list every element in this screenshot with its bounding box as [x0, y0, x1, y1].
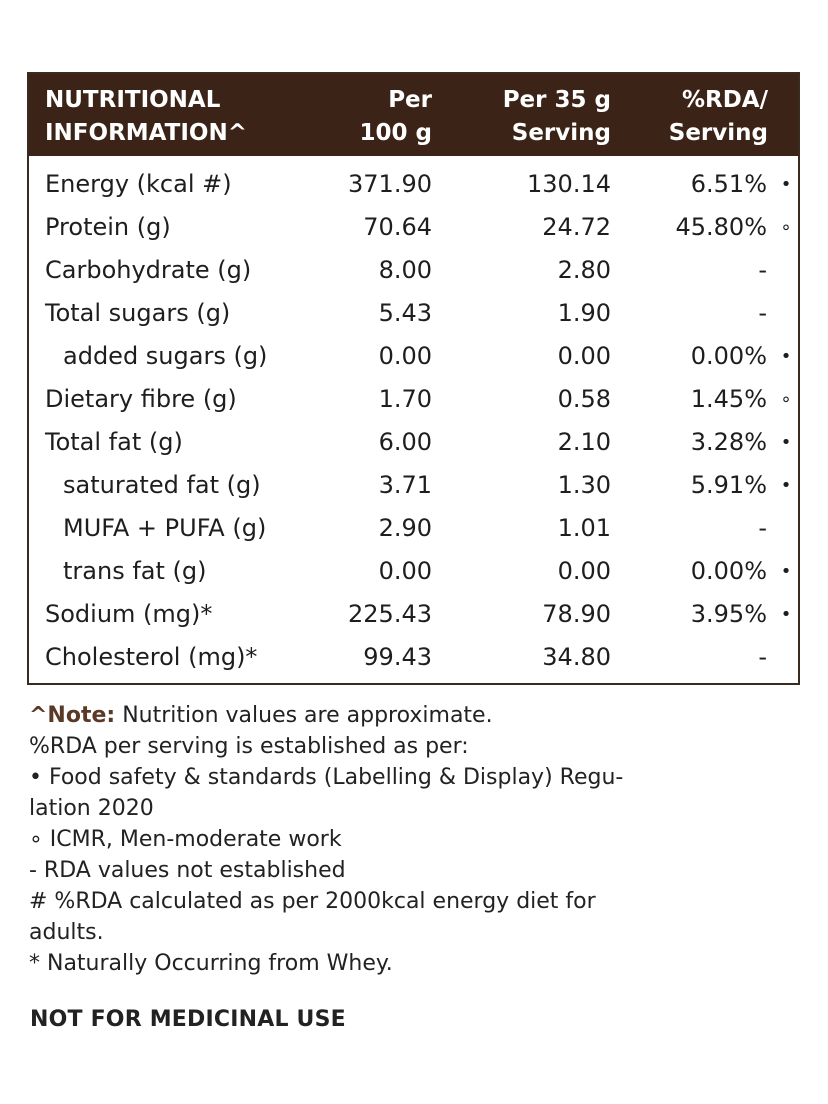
table-body	[29, 156, 798, 683]
row-per-serving: 24.72	[542, 213, 611, 241]
rda-source-mark: •	[780, 561, 792, 582]
rda-source-mark: •	[780, 475, 792, 496]
row-per-serving: 1.90	[557, 299, 611, 327]
row-nutrient: Sodium (mg)*	[45, 600, 213, 628]
row-nutrient: trans fat (g)	[63, 557, 207, 585]
rda-source-mark: ∘	[780, 389, 792, 410]
row-per-serving: 0.58	[557, 385, 611, 413]
note-line: - RDA values not established	[29, 858, 346, 883]
note-line: # %RDA calculated as per 2000kcal energy diet for	[29, 889, 596, 914]
rda-source-mark: •	[780, 604, 792, 625]
header-per-100g: Per 100 g	[359, 87, 432, 146]
row-nutrient: Dietary fibre (g)	[45, 385, 237, 413]
row-rda: 3.95%	[690, 600, 767, 628]
row-per-serving: 34.80	[542, 643, 611, 671]
row-rda: 3.28%	[690, 428, 767, 456]
row-rda: 6.51%	[690, 170, 767, 198]
table-row	[29, 249, 798, 292]
table-row	[29, 335, 798, 378]
table-row	[29, 464, 798, 507]
row-nutrient: Protein (g)	[45, 213, 171, 241]
row-rda: 0.00%	[690, 342, 767, 370]
row-nutrient: MUFA + PUFA (g)	[63, 514, 267, 542]
row-nutrient: Carbohydrate (g)	[45, 256, 252, 284]
nutrition-table	[27, 72, 800, 685]
row-rda: -	[758, 299, 767, 327]
table-row	[29, 593, 798, 636]
row-per-100g: 99.43	[363, 643, 432, 671]
row-per-serving: 1.30	[557, 471, 611, 499]
table-header	[29, 74, 798, 156]
row-nutrient: Total sugars (g)	[45, 299, 231, 327]
rda-source-mark: ∘	[780, 217, 792, 238]
footnotes	[29, 700, 709, 979]
table-row	[29, 292, 798, 335]
row-per-100g: 0.00	[378, 342, 432, 370]
note-line: * Naturally Occurring from Whey.	[29, 951, 393, 976]
row-per-100g: 5.43	[378, 299, 432, 327]
note-line: lation 2020	[29, 796, 154, 821]
header-nutrient: NUTRITIONAL INFORMATION^	[45, 87, 248, 146]
row-rda: 1.45%	[690, 385, 767, 413]
rda-source-mark: •	[780, 174, 792, 195]
rda-source-mark: •	[780, 432, 792, 453]
row-rda: 5.91%	[690, 471, 767, 499]
table-row	[29, 163, 798, 206]
table-row	[29, 378, 798, 421]
table-row	[29, 550, 798, 593]
row-per-100g: 0.00	[378, 557, 432, 585]
row-nutrient: Cholesterol (mg)*	[45, 643, 258, 671]
row-per-100g: 371.90	[348, 170, 432, 198]
row-nutrient: added sugars (g)	[63, 342, 268, 370]
table-row	[29, 421, 798, 464]
row-nutrient: Energy (kcal #)	[45, 170, 232, 198]
row-per-100g: 6.00	[378, 428, 432, 456]
table-row	[29, 636, 798, 679]
row-per-100g: 3.71	[378, 471, 432, 499]
row-per-serving: 0.00	[557, 342, 611, 370]
row-per-serving: 0.00	[557, 557, 611, 585]
row-nutrient: Total fat (g)	[45, 428, 183, 456]
note-label: ^Note:	[29, 703, 116, 728]
row-per-serving: 130.14	[527, 170, 611, 198]
row-nutrient: saturated fat (g)	[63, 471, 261, 499]
note-line: adults.	[29, 920, 104, 945]
note-line: ∘ ICMR, Men-moderate work	[29, 827, 342, 852]
row-per-100g: 1.70	[378, 385, 432, 413]
row-rda: 0.00%	[690, 557, 767, 585]
row-per-100g: 225.43	[348, 600, 432, 628]
row-rda: -	[758, 256, 767, 284]
row-per-100g: 8.00	[378, 256, 432, 284]
note-line: %RDA per serving is established as per:	[29, 734, 469, 759]
table-row	[29, 507, 798, 550]
row-rda: -	[758, 514, 767, 542]
row-per-100g: 2.90	[378, 514, 432, 542]
row-rda: -	[758, 643, 767, 671]
row-per-serving: 2.80	[557, 256, 611, 284]
header-per-serving: Per 35 g Serving	[502, 87, 611, 146]
row-per-serving: 78.90	[542, 600, 611, 628]
row-rda: 45.80%	[675, 213, 767, 241]
rda-source-mark: •	[780, 346, 792, 367]
note-line	[29, 700, 709, 731]
note-line: • Food safety & standards (Labelling & Display) Regu-	[29, 765, 624, 790]
table-row	[29, 206, 798, 249]
row-per-serving: 2.10	[557, 428, 611, 456]
note-text: Nutrition values are approximate.	[115, 703, 493, 728]
header-rda: %RDA/ Serving	[668, 87, 768, 146]
medicinal-disclaimer: NOT FOR MEDICINAL USE	[30, 1007, 346, 1032]
row-per-serving: 1.01	[557, 514, 611, 542]
row-per-100g: 70.64	[363, 213, 432, 241]
